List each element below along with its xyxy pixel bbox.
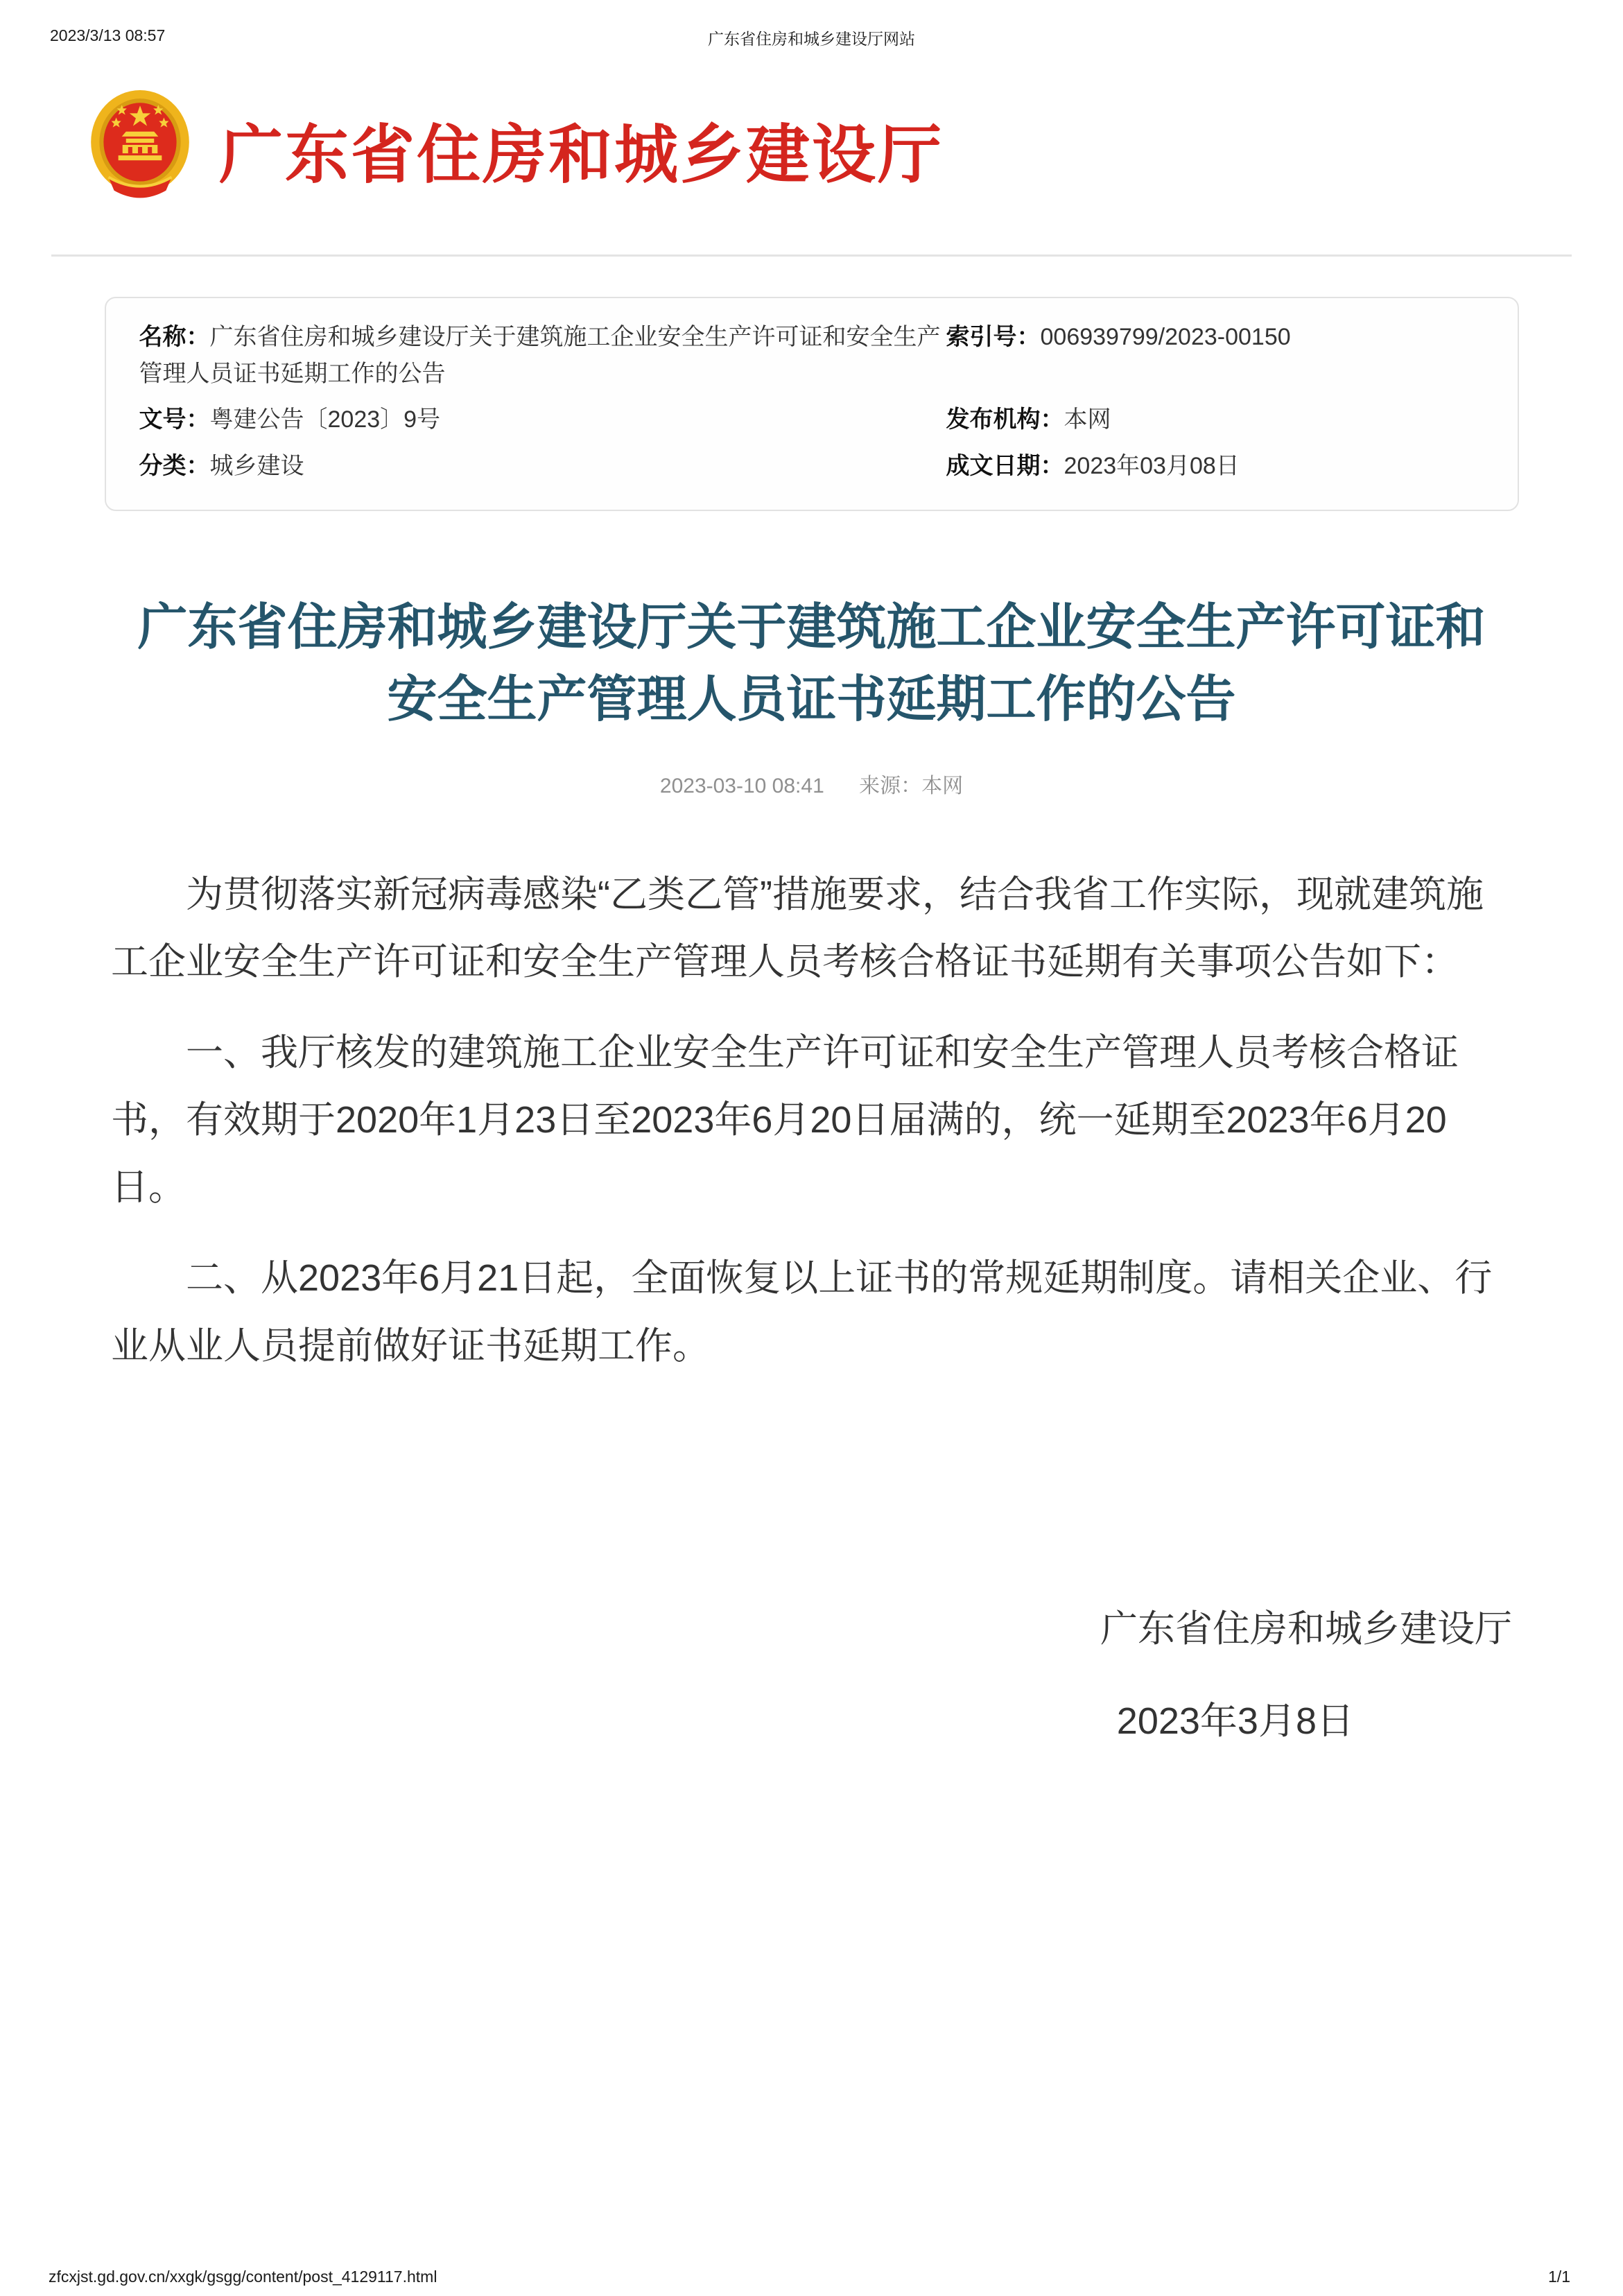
paragraph-1: 为贯彻落实新冠病毒感染“乙类乙管”措施要求，结合我省工作实际，现就建筑施工企业安全生产许可证和安全生产管理人员考核合格证书延期有关事项公告如下：	[111, 873, 1484, 983]
banner-agency-title: 广东省住房和城乡建设厅	[219, 119, 944, 191]
print-footer	[0, 2265, 1623, 2286]
print-header	[0, 0, 1623, 49]
info-label-name: 名称：	[139, 324, 210, 350]
info-label-issue-date: 成文日期：	[946, 453, 1064, 480]
print-timestamp: 2023/3/13 08:57	[50, 26, 166, 44]
source-label: 来源：本网	[859, 774, 964, 797]
info-label-publisher: 发布机构：	[946, 406, 1064, 433]
signature-agency: 广东省住房和城乡建设厅	[1100, 1607, 1512, 1650]
document-info-card	[105, 297, 1519, 511]
info-value-index-number: 006939799/2023-00150	[1040, 324, 1291, 350]
site-banner	[0, 87, 1623, 212]
signature-block	[111, 1599, 1512, 1745]
info-label-index-number: 索引号：	[946, 324, 1041, 350]
print-footer-url: zfcxjst.gd.gov.cn/xxgk/gsgg/content/post_4129117.html	[49, 2268, 437, 2286]
info-label-doc-number: 文号：	[139, 406, 210, 433]
info-value-doc-number: 粤建公告〔2023〕9号	[209, 406, 441, 433]
info-value-category: 城乡建设	[209, 453, 304, 480]
publish-time: 2023-03-10 08:41	[659, 774, 824, 797]
article-body	[111, 861, 1512, 1380]
info-field-index-number	[946, 319, 1484, 392]
info-label-category: 分类：	[139, 453, 210, 480]
info-value-issue-date: 2023年03月08日	[1064, 453, 1240, 480]
national-emblem-icon	[87, 87, 193, 212]
info-value-name: 广东省住房和城乡建设厅关于建筑施工企业安全生产许可证和安全生产管理人员证书延期工作的公告	[139, 324, 941, 387]
paragraph-2: 一、我厅核发的建筑施工企业安全生产许可证和安全生产管理人员考核合格证书，有效期于2020年1月23日至2023年6月20日届满的，统一延期至2023年6月20日。	[111, 1031, 1459, 1209]
article-title	[111, 592, 1512, 736]
info-field-name	[139, 319, 946, 392]
article-title-line-2: 安全生产管理人员证书延期工作的公告	[387, 672, 1236, 728]
paragraph-3: 二、从2023年6月21日起，全面恢复以上证书的常规延期制度。请相关企业、行业从业人员提前做好证书延期工作。	[111, 1257, 1493, 1367]
print-site-title: 广东省住房和城乡建设厅网站	[708, 30, 915, 48]
info-field-doc-number	[139, 402, 946, 438]
info-field-issue-date	[946, 448, 1484, 485]
article-title-line-1: 广东省住房和城乡建设厅关于建筑施工企业安全生产许可证和	[137, 599, 1486, 655]
article-meta	[111, 768, 1512, 799]
article	[0, 592, 1623, 1745]
header-divider	[51, 254, 1572, 257]
info-value-publisher: 本网	[1064, 406, 1111, 433]
signature-date: 2023年3月8日	[1116, 1700, 1354, 1742]
info-field-publisher	[946, 402, 1484, 438]
print-footer-page-indicator: 1/1	[1548, 2268, 1570, 2286]
info-field-category	[139, 448, 946, 485]
